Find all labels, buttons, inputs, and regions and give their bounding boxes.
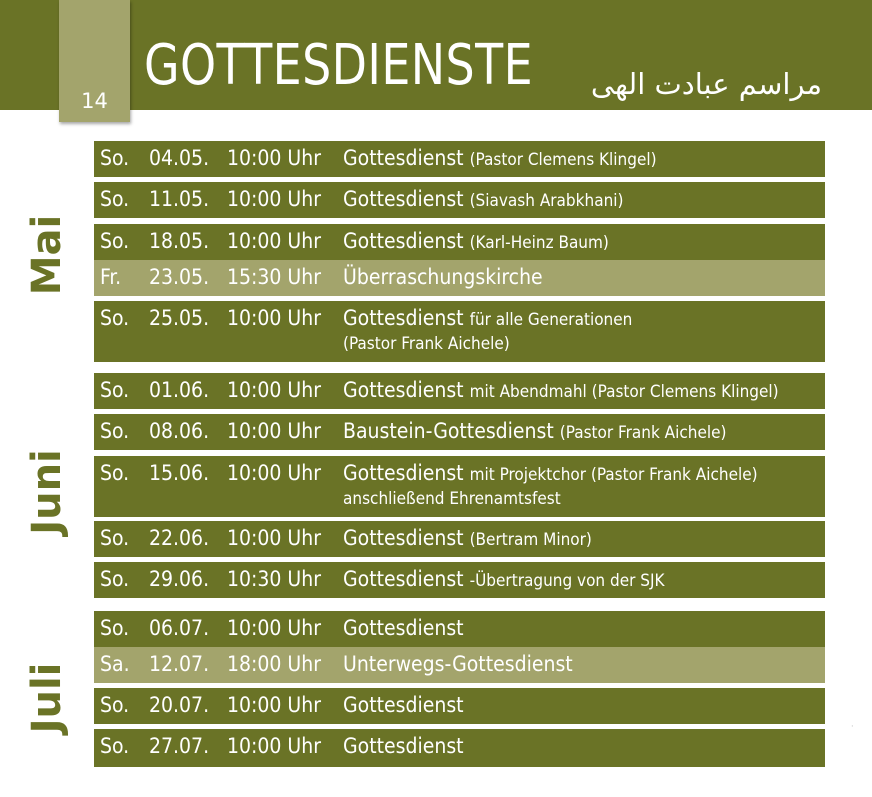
page-number-tab — [59, 0, 130, 122]
row-event — [343, 566, 665, 595]
event-detail: für alle Generationen — [469, 310, 633, 330]
event-title: Gottesdienst — [343, 187, 464, 211]
row-date: 23.05. — [149, 265, 210, 289]
row-time: 10:00 Uhr — [227, 461, 322, 485]
row-time: 10:00 Uhr — [227, 146, 322, 170]
row-date: 04.05. — [149, 146, 210, 170]
schedule-row — [94, 611, 825, 647]
row-time: 10:00 Uhr — [227, 378, 322, 402]
row-date: 11.05. — [149, 187, 210, 211]
month-label-mai: Mai — [24, 214, 70, 296]
row-time: 10:00 Uhr — [227, 616, 322, 640]
row-date: 20.07. — [149, 693, 210, 717]
event-title: Gottesdienst — [343, 693, 464, 717]
row-event — [343, 460, 758, 489]
row-event — [343, 145, 657, 174]
row-time: 10:00 Uhr — [227, 306, 322, 330]
row-date: 29.06. — [149, 567, 210, 591]
row-time: 10:00 Uhr — [227, 526, 322, 550]
row-date: 27.07. — [149, 734, 210, 758]
header-banner — [0, 0, 872, 113]
row-event — [343, 525, 592, 554]
event-title: Gottesdienst — [343, 378, 464, 402]
event-title: Gottesdienst — [343, 734, 464, 758]
row-time: 15:30 Uhr — [227, 265, 322, 289]
month-label-juli: Juli — [24, 662, 70, 734]
row-event — [343, 733, 464, 760]
row-time: 10:00 Uhr — [227, 187, 322, 211]
row-day: So. — [100, 616, 130, 640]
row-event — [343, 186, 623, 215]
schedule-row — [94, 414, 825, 450]
row-event — [343, 377, 779, 406]
row-day: So. — [100, 419, 130, 443]
event-detail: mit Projektchor (Pastor Frank Aichele) — [469, 465, 758, 485]
schedule-row — [94, 688, 825, 724]
row-event — [343, 228, 609, 257]
event-title: Gottesdienst — [343, 146, 464, 170]
schedule-row — [94, 224, 825, 260]
row-date: 18.05. — [149, 229, 210, 253]
row-event — [343, 418, 727, 447]
event-title: Gottesdienst — [343, 229, 464, 253]
row-date: 15.06. — [149, 461, 210, 485]
row-day: So. — [100, 229, 130, 253]
row-date: 22.06. — [149, 526, 210, 550]
row-event — [343, 615, 464, 642]
row-date: 01.06. — [149, 378, 210, 402]
event-title: Gottesdienst — [343, 461, 464, 485]
month-label-juni: Juni — [24, 449, 70, 535]
row-event — [343, 692, 464, 719]
row-date: 25.05. — [149, 306, 210, 330]
row-day: So. — [100, 378, 130, 402]
row-event — [343, 651, 573, 678]
schedule-row — [94, 456, 825, 517]
event-detail: (Karl-Heinz Baum) — [469, 233, 609, 253]
arabic-title: مراسم عبادت الهی — [590, 67, 822, 101]
event-title: Gottesdienst — [343, 526, 464, 550]
row-day: So. — [100, 146, 130, 170]
row-time: 10:00 Uhr — [227, 734, 322, 758]
row-day: So. — [100, 306, 130, 330]
row-day: Sa. — [100, 652, 130, 676]
schedule-row — [94, 182, 825, 218]
row-time: 10:00 Uhr — [227, 229, 322, 253]
event-title: Gottesdienst — [343, 616, 464, 640]
row-time: 10:00 Uhr — [227, 419, 322, 443]
row-date: 06.07. — [149, 616, 210, 640]
event-detail: (Siavash Arabkhani) — [469, 191, 624, 211]
row-day: So. — [100, 526, 130, 550]
schedule-row — [94, 521, 825, 557]
row-date: 08.06. — [149, 419, 210, 443]
event-title: Überraschungskirche — [343, 265, 543, 289]
event-detail: -Übertragung von der SJK — [469, 571, 665, 591]
event-title: Gottesdienst — [343, 567, 464, 591]
row-day: So. — [100, 567, 130, 591]
event-title: Gottesdienst — [343, 306, 464, 330]
page-number: 14 — [81, 89, 108, 113]
event-detail: (Bertram Minor) — [469, 530, 592, 550]
schedule-row — [94, 260, 825, 296]
event-detail: (Pastor Clemens Klingel) — [469, 150, 657, 170]
event-detail-line2: anschließend Ehrenamtsfest — [343, 489, 561, 509]
row-date: 12.07. — [149, 652, 210, 676]
row-day: So. — [100, 187, 130, 211]
schedule-row — [94, 562, 825, 598]
row-event — [343, 305, 632, 334]
row-event — [343, 264, 543, 291]
row-time: 10:00 Uhr — [227, 693, 322, 717]
row-day: So. — [100, 693, 130, 717]
event-title: Baustein-Gottesdienst — [343, 419, 554, 443]
event-title: Unterwegs-Gottesdienst — [343, 652, 573, 676]
schedule-row — [94, 729, 825, 767]
row-day: So. — [100, 461, 130, 485]
page-title: GOTTESDIENSTE — [144, 33, 534, 98]
row-day: Fr. — [100, 265, 122, 289]
event-detail: mit Abendmahl (Pastor Clemens Klingel) — [469, 382, 779, 402]
schedule-row — [94, 301, 825, 362]
row-day: So. — [100, 734, 130, 758]
schedule-row — [94, 141, 825, 177]
schedule-row — [94, 647, 825, 683]
event-detail: (Pastor Frank Aichele) — [559, 423, 727, 443]
decorative-mark: · — [851, 722, 854, 732]
row-time: 10:30 Uhr — [227, 567, 322, 591]
event-detail-line2: (Pastor Frank Aichele) — [343, 334, 510, 354]
schedule-row — [94, 373, 825, 409]
row-time: 18:00 Uhr — [227, 652, 322, 676]
